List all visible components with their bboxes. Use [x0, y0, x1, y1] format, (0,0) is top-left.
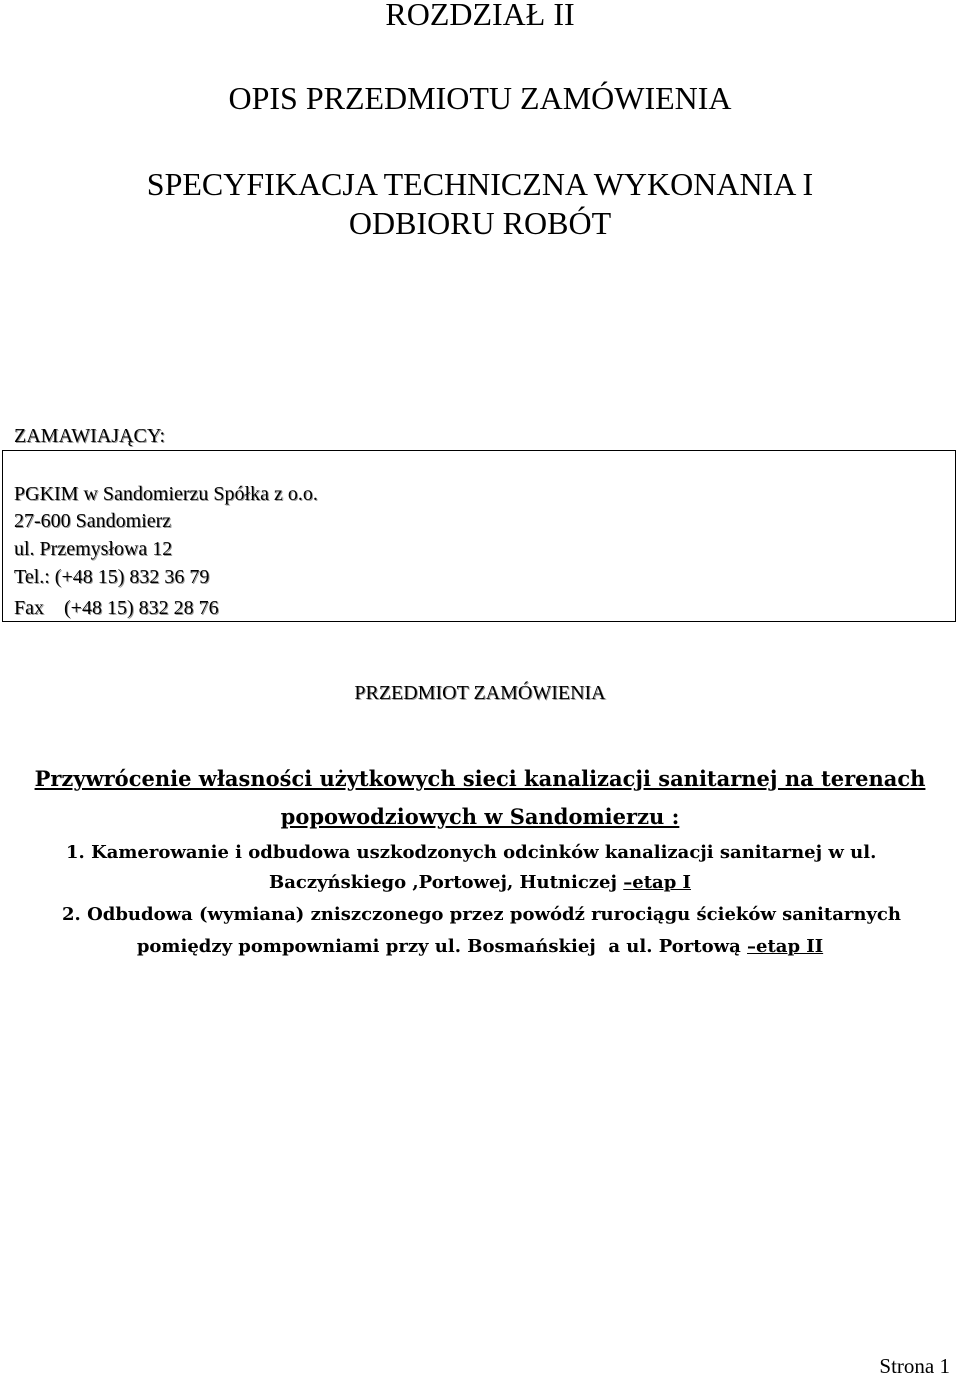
page-number: Strona 1: [879, 1354, 950, 1378]
list-item-text: Odbudowa (wymiana) zniszczonego przez powódź rurociągu ścieków sanitarnych: [87, 904, 901, 925]
list-item-stage: –etap II: [747, 936, 824, 957]
client-name: PGKIM w Sandomierzu Spółka z o.o.: [14, 483, 318, 505]
list-item-stage: –etap I: [623, 872, 691, 893]
document-subtitle-line1: SPECYFIKACJA TECHNICZNA WYKONANIA I: [146, 166, 814, 202]
list-item-number: 2.: [62, 904, 81, 925]
subject-title-line2: popowodziowych w Sandomierzu :: [280, 804, 680, 829]
list-item-continuation: [0, 868, 960, 898]
document-title: OPIS PRZEDMIOTU ZAMÓWIENIA: [228, 80, 732, 116]
subject-heading: PRZEDMIOT ZAMÓWIENIA: [354, 682, 606, 704]
list-item: [62, 900, 956, 930]
list-item-streets: pomiędzy pompowniami przy ul. Bosmańskiej a ul. Portową: [136, 936, 748, 957]
list-item-continuation: [0, 932, 960, 962]
chapter-heading: ROZDZIAŁ II: [385, 0, 575, 32]
client-fax: Fax (+48 15) 832 28 76: [14, 597, 219, 619]
subject-title-line1: Przywrócenie własności użytkowych sieci kanalizacji sanitarnej na terenach: [34, 766, 926, 791]
client-tel: Tel.: (+48 15) 832 36 79: [14, 566, 210, 588]
list-item-text: Kamerowanie i odbudowa uszkodzonych odcinków kanalizacji sanitarnej w ul.: [91, 842, 877, 863]
list-item-number: 1.: [66, 842, 85, 863]
list-item: [66, 838, 956, 868]
client-street: ul. Przemysłowa 12: [14, 538, 173, 560]
client-label: ZAMAWIAJĄCY:: [14, 425, 165, 447]
list-item-streets: Baczyńskiego ,Portowej, Hutniczej: [269, 872, 624, 893]
client-postal: 27-600 Sandomierz: [14, 510, 172, 532]
document-subtitle-line2: ODBIORU ROBÓT: [348, 205, 612, 241]
